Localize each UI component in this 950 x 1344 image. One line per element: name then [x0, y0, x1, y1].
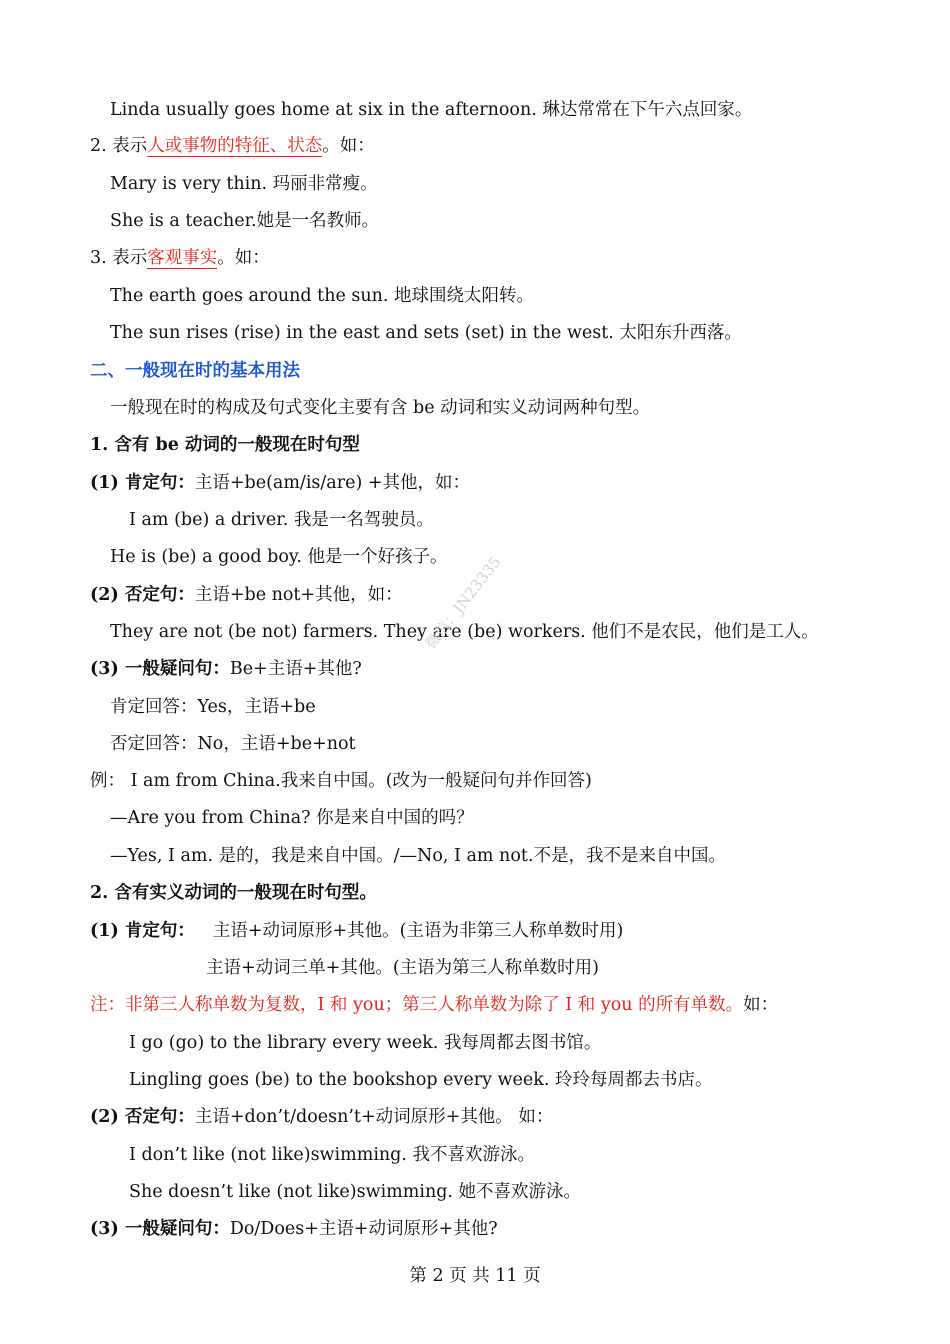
text-line: The sun rises (rise) in the east and sets (set) in the west. 太阳东升西落。	[110, 323, 742, 343]
item-label: (3) 一般疑问句：	[90, 659, 230, 679]
item-text: 主语+be not+其他，如：	[194, 585, 403, 605]
item-label: (3) 一般疑问句：	[90, 1219, 230, 1239]
text-line: They are not (be not) farmers. They are (be) workers. 他们不是农民，他们是工人。	[110, 622, 819, 642]
text-suffix: 。如：	[217, 248, 270, 268]
text-line: She is a teacher.她是一名教师。	[110, 211, 380, 231]
text-line	[90, 471, 470, 495]
item-label: (2) 否定句：	[90, 1107, 195, 1127]
text-line: Lingling goes (be) to the bookshop every week. 玲玲每周都去书店。	[129, 1070, 713, 1090]
text-line	[90, 583, 403, 607]
text-line: —Are you from China? 你是来自中国的吗？	[110, 808, 474, 828]
subheading: 2. 含有实义动词的一般现在时句型。	[90, 883, 377, 903]
text-line: I don’t like (not like)swimming. 我不喜欢游泳。	[129, 1145, 536, 1165]
text-line: Mary is very thin. 玛丽非常瘦。	[110, 174, 378, 194]
text-line: He is (be) a good boy. 他是一个好孩子。	[110, 547, 448, 567]
text-line: 否定回答：No，主语+be+not	[110, 734, 356, 754]
list-item-label: 3. 表示	[90, 248, 148, 268]
text-line: —Yes, I am. 是的，我是来自中国。/—No, I am not.不是，我不是来自中国。	[110, 846, 726, 866]
text-line: 一般现在时的构成及句式变化主要有含 be 动词和实义动词两种句型。	[110, 398, 651, 418]
text-line: Linda usually goes home at six in the afternoon. 琳达常常在下午六点回家。	[110, 100, 753, 120]
section-heading: 二、一般现在时的基本用法	[90, 361, 300, 381]
highlight-text: 人或事物的特征、状态	[147, 136, 323, 156]
text-line: 肯定回答：Yes，主语+be	[110, 697, 316, 717]
text-line: I go (go) to the library every week. 我每周都去图书馆。	[129, 1033, 602, 1053]
text-line	[90, 919, 623, 943]
note-line	[90, 993, 778, 1017]
item-text: Be+主语+其他?	[229, 659, 362, 679]
text-line: 主语+动词三单+其他。(主语为第三人称单数时用)	[206, 958, 599, 978]
watermark: 微信：JN23335	[421, 553, 505, 653]
text-line	[90, 657, 362, 681]
item-text: Do/Does+主语+动词原形+其他?	[229, 1219, 498, 1239]
note-text: 注：非第三人称单数为复数，I 和 you；第三人称单数为除了 I 和 you 的所有单数。	[90, 995, 744, 1015]
text-line: I am (be) a driver. 我是一名驾驶员。	[129, 510, 434, 530]
text-line	[90, 1105, 553, 1129]
text-line	[90, 246, 270, 270]
text-suffix: 。如：	[322, 136, 375, 156]
text-line: 例： I am from China.我来自中国。(改为一般疑问句并作回答)	[90, 771, 592, 791]
list-item-label: 2. 表示	[90, 136, 148, 156]
item-text: 主语+don’t/doesn’t+动词原形+其他。 如：	[194, 1107, 554, 1127]
text-line: The earth goes around the sun. 地球围绕太阳转。	[110, 286, 535, 306]
text-line	[90, 1217, 498, 1241]
item-text: 主语+动词原形+其他。(主语为非第三人称单数时用)	[212, 921, 624, 941]
text-line	[90, 134, 375, 158]
text-suffix: 如：	[743, 995, 779, 1015]
text-line: She doesn’t like (not like)swimming. 她不喜欢游泳。	[129, 1182, 582, 1202]
item-label: (2) 否定句：	[90, 585, 195, 605]
item-label: (1) 肯定句：	[90, 921, 195, 941]
highlight-text: 客观事实	[147, 248, 218, 268]
page-footer: 第 2 页 共 11 页	[409, 1266, 541, 1286]
item-label: (1) 肯定句：	[90, 473, 195, 493]
subheading: 1. 含有 be 动词的一般现在时句型	[90, 435, 360, 455]
item-text: 主语+be(am/is/are) +其他，如：	[194, 473, 470, 493]
